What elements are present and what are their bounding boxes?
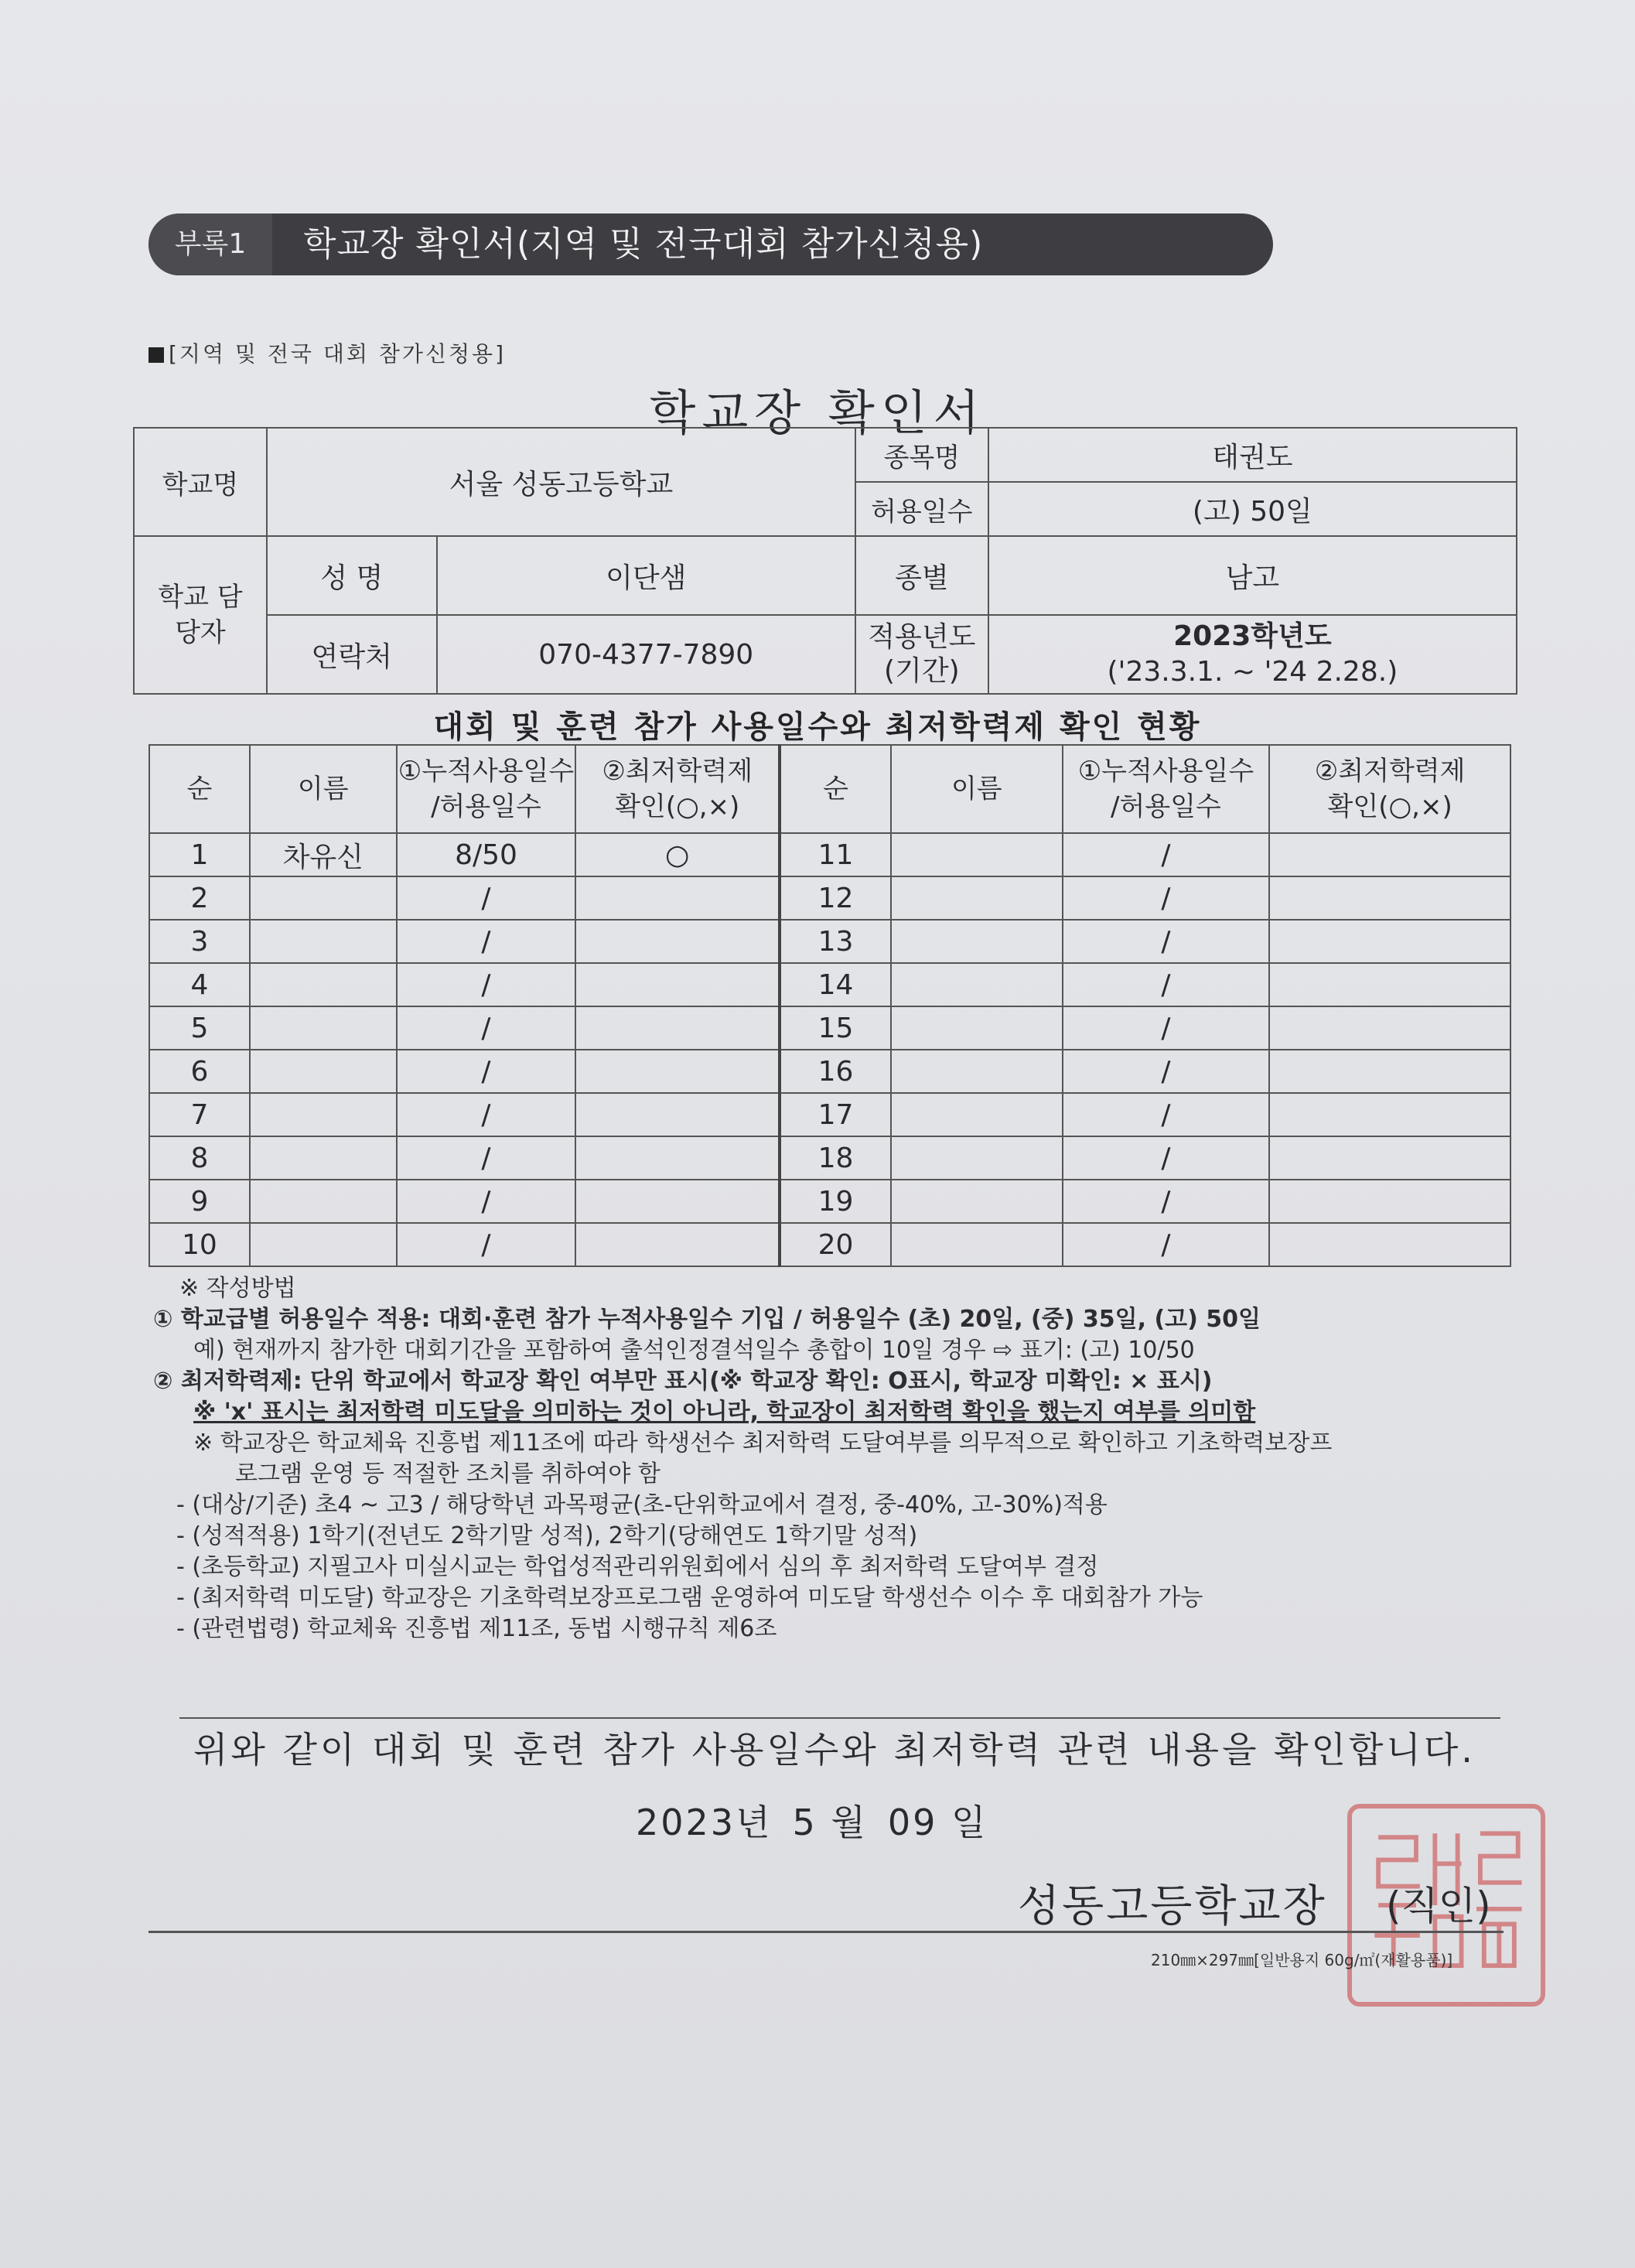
used-days-cell: /: [397, 876, 576, 920]
event-value: 태권도: [988, 428, 1517, 482]
used-days-cell: /: [397, 1050, 576, 1093]
student-name-cell: [891, 833, 1063, 876]
used-days-cell: /: [1063, 1180, 1270, 1223]
student-name-cell: [891, 1180, 1063, 1223]
table-row: [149, 1180, 1510, 1223]
note-detail-2: - (성적적용) 1학기(전년도 2학기말 성적), 2학기(당해연도 1학기말 성적): [176, 1522, 918, 1549]
table-row: [149, 920, 1510, 963]
row-number-cell: 12: [780, 876, 891, 920]
used-days-cell: /: [397, 1223, 576, 1266]
row-number-cell: 3: [149, 920, 250, 963]
student-name-cell: 차유신: [250, 833, 397, 876]
student-name-cell: [250, 1006, 397, 1050]
row-number-cell: 19: [780, 1180, 891, 1223]
min-academic-check-cell: [1269, 1136, 1510, 1180]
year-label-cell: [855, 615, 988, 694]
student-name-cell: [250, 1050, 397, 1093]
row-number-cell: 16: [780, 1050, 891, 1093]
student-name-cell: [250, 1093, 397, 1136]
row-number-cell: 2: [149, 876, 250, 920]
min-academic-check-cell: [575, 1050, 780, 1093]
student-name-cell: [891, 1136, 1063, 1180]
col-no-2: 순: [780, 745, 891, 833]
used-days-cell: /: [1063, 920, 1270, 963]
student-name-cell: [250, 876, 397, 920]
col-check-line1: ②최저학력제: [602, 756, 753, 787]
event-label: 종목명: [855, 428, 988, 482]
notes-heading: ※ 작성방법: [179, 1275, 296, 1302]
manager-label: 학교 담당자: [134, 536, 267, 694]
row-number-cell: 10: [149, 1223, 250, 1266]
row-number-cell: 4: [149, 963, 250, 1006]
student-name-cell: [250, 963, 397, 1006]
date-month: 5 월: [792, 1802, 868, 1843]
used-days-cell: /: [1063, 833, 1270, 876]
period-label: (기간): [884, 655, 960, 687]
used-days-cell: /: [1063, 963, 1270, 1006]
footer-divider: [148, 1931, 1504, 1933]
col-days-line2: /허용일수: [431, 791, 541, 822]
allowed-label: 허용일수: [855, 482, 988, 536]
date-year: 2023년: [636, 1802, 773, 1843]
note-2: ② 최저학력제: 단위 학교에서 학교장 확인 여부만 표시(※ 학교장 확인: O표시, 학교장 미확인: × 표시): [153, 1368, 1213, 1395]
student-name-cell: [891, 876, 1063, 920]
student-name-cell: [891, 963, 1063, 1006]
student-name-cell: [250, 1180, 397, 1223]
table-row: [149, 1093, 1510, 1136]
min-academic-check-cell: [1269, 920, 1510, 963]
name-value: 이단샘: [437, 536, 855, 615]
col-name-2: 이름: [891, 745, 1063, 833]
min-academic-check-cell: [1269, 876, 1510, 920]
year-value-cell: [988, 615, 1517, 694]
appendix-title: 학교장 확인서(지역 및 전국대회 참가신청용): [303, 224, 984, 264]
col-check-2-line2: 확인(○,×): [1327, 791, 1452, 822]
used-days-cell: /: [397, 920, 576, 963]
note-detail-5: - (관련법령) 학교체육 진흥법 제11조, 동법 시행규칙 제6조: [176, 1615, 777, 1642]
square-bullet-icon: [148, 347, 164, 363]
used-days-cell: /: [1063, 1093, 1270, 1136]
col-check-line2: 확인(○,×): [615, 791, 740, 822]
used-days-cell: /: [1063, 1223, 1270, 1266]
col-check: [575, 745, 780, 833]
col-days-line1: ①누적사용일수: [398, 756, 575, 787]
issue-date: [636, 1795, 1008, 1846]
min-academic-check-cell: [1269, 1093, 1510, 1136]
min-academic-check-cell: [575, 1223, 780, 1266]
min-academic-check-cell: [1269, 1006, 1510, 1050]
min-academic-check-cell: [575, 1093, 780, 1136]
col-check-2-line1: ②최저학력제: [1314, 756, 1466, 787]
used-days-cell: 8/50: [397, 833, 576, 876]
col-days-2-line2: /허용일수: [1111, 791, 1221, 822]
table-row: [149, 1050, 1510, 1093]
used-days-cell: /: [397, 1136, 576, 1180]
note-detail-4: - (최저학력 미도달) 학교장은 기초학력보장프로그램 운영하여 미도달 학생선수 이수 후 대회참가 가능: [176, 1584, 1203, 1611]
table-row: [149, 1223, 1510, 1266]
row-number-cell: 17: [780, 1093, 891, 1136]
contact-label: 연락처: [267, 615, 437, 694]
gender-label: 종별: [855, 536, 988, 615]
used-days-cell: /: [1063, 876, 1270, 920]
student-name-cell: [891, 1223, 1063, 1266]
note-2-b1: ※ 학교장은 학교체육 진흥법 제11조에 따라 학생선수 최저학력 도달여부를 의무적으로 확인하고 기초학력보장프: [193, 1429, 1333, 1457]
period-value: ('23.3.1. ~ '24 2.28.): [1107, 656, 1398, 688]
row-number-cell: 7: [149, 1093, 250, 1136]
student-name-cell: [250, 1223, 397, 1266]
paper-spec: 210㎜×297㎜[일반용지 60g/㎡(재활용품)]: [1151, 1951, 1453, 1969]
document-kind-text: [지역 및 전국 대회 참가신청용]: [169, 341, 507, 367]
student-name-cell: [891, 920, 1063, 963]
table-row: [149, 876, 1510, 920]
table-row: [149, 963, 1510, 1006]
info-table: [133, 427, 1517, 695]
note-detail-3: - (초등학교) 지필고사 미실시교는 학업성적관리위원회에서 심의 후 최저학력 도달여부 결정: [176, 1553, 1099, 1580]
school-label: 학교명: [134, 428, 267, 536]
used-days-cell: /: [397, 1180, 576, 1223]
col-days-2-line1: ①누적사용일수: [1077, 756, 1254, 787]
student-name-cell: [891, 1006, 1063, 1050]
min-academic-check-cell: [1269, 833, 1510, 876]
table-row: [149, 1136, 1510, 1180]
row-number-cell: 8: [149, 1136, 250, 1180]
col-days-2: [1063, 745, 1270, 833]
min-academic-check-cell: [575, 1006, 780, 1050]
row-number-cell: 15: [780, 1006, 891, 1050]
min-academic-check-cell: ○: [575, 833, 780, 876]
min-academic-check-cell: [1269, 1223, 1510, 1266]
min-academic-check-cell: [575, 920, 780, 963]
used-days-cell: /: [397, 1006, 576, 1050]
principal-title: 성동고등학교장: [1018, 1881, 1327, 1932]
used-days-cell: /: [397, 1093, 576, 1136]
year-label: 적용년도: [868, 621, 976, 653]
student-name-cell: [891, 1050, 1063, 1093]
divider: [179, 1717, 1500, 1719]
table-header-row: [149, 745, 1510, 833]
used-days-cell: /: [1063, 1136, 1270, 1180]
note-detail-1: - (대상/기준) 초4 ~ 고3 / 해당학년 과목평균(초-단위학교에서 결정, 중-40%, 고-30%)적용: [176, 1491, 1108, 1518]
min-academic-check-cell: [1269, 1180, 1510, 1223]
row-number-cell: 11: [780, 833, 891, 876]
name-label: 성 명: [267, 536, 437, 615]
year-value: 2023학년도: [1173, 620, 1332, 652]
min-academic-check-cell: [575, 1180, 780, 1223]
min-academic-check-cell: [1269, 1050, 1510, 1093]
min-academic-check-cell: [575, 876, 780, 920]
table-body: [149, 833, 1510, 1266]
row-number-cell: 13: [780, 920, 891, 963]
student-name-cell: [250, 920, 397, 963]
row-number-cell: 6: [149, 1050, 250, 1093]
used-days-cell: /: [1063, 1050, 1270, 1093]
used-days-cell: /: [1063, 1006, 1270, 1050]
row-number-cell: 18: [780, 1136, 891, 1180]
appendix-banner: [148, 213, 1273, 275]
col-name: 이름: [250, 745, 397, 833]
date-day: 09 일: [887, 1802, 988, 1843]
document-kind: [148, 337, 506, 368]
col-check-2: [1269, 745, 1510, 833]
note-1-example: 예) 현재까지 참가한 대회기간을 포함하여 출석인정결석일수 총합이 10일 경우 ⇨ 표기: (고) 10/50: [193, 1337, 1195, 1364]
confirm-statement: 위와 같이 대회 및 훈련 참가 사용일수와 최저학력 관련 내용을 확인합니다.: [193, 1729, 1476, 1771]
min-academic-check-cell: [1269, 963, 1510, 1006]
student-name-cell: [891, 1093, 1063, 1136]
row-number-cell: 20: [780, 1223, 891, 1266]
row-number-cell: 5: [149, 1006, 250, 1050]
row-number-cell: 9: [149, 1180, 250, 1223]
document-title: 학교장 확인서: [649, 384, 986, 441]
note-1: ① 학교급별 허용일수 적용: 대회·훈련 참가 누적사용일수 기입 / 허용일수 (초) 20일, (중) 35일, (고) 50일: [153, 1306, 1261, 1333]
table-row: [149, 833, 1510, 876]
appendix-tag: 부록1: [148, 213, 272, 275]
section-title: 대회 및 훈련 참가 사용일수와 최저학력제 확인 현황: [433, 709, 1202, 745]
school-value: 서울 성동고등학교: [267, 428, 855, 536]
contact-value: 070-4377-7890: [437, 615, 855, 694]
row-number-cell: 14: [780, 963, 891, 1006]
col-no: 순: [149, 745, 250, 833]
row-number-cell: 1: [149, 833, 250, 876]
usage-table: [148, 744, 1511, 1267]
allowed-value: (고) 50일: [988, 482, 1517, 536]
student-name-cell: [250, 1136, 397, 1180]
used-days-cell: /: [397, 963, 576, 1006]
gender-value: 남고: [988, 536, 1517, 615]
col-days: [397, 745, 576, 833]
note-2-b2: 로그램 운영 등 적절한 조치를 취하여야 함: [235, 1460, 660, 1488]
min-academic-check-cell: [575, 963, 780, 1006]
note-2-a: ※ 'x' 표시는 최저학력 미도달을 의미하는 것이 아니라, 학교장이 최저학력 확인을 했는지 여부를 의미함: [193, 1399, 1256, 1426]
seal-label: (직인): [1386, 1884, 1491, 1928]
writing-notes: [153, 1273, 1514, 1645]
table-row: [149, 1006, 1510, 1050]
min-academic-check-cell: [575, 1136, 780, 1180]
